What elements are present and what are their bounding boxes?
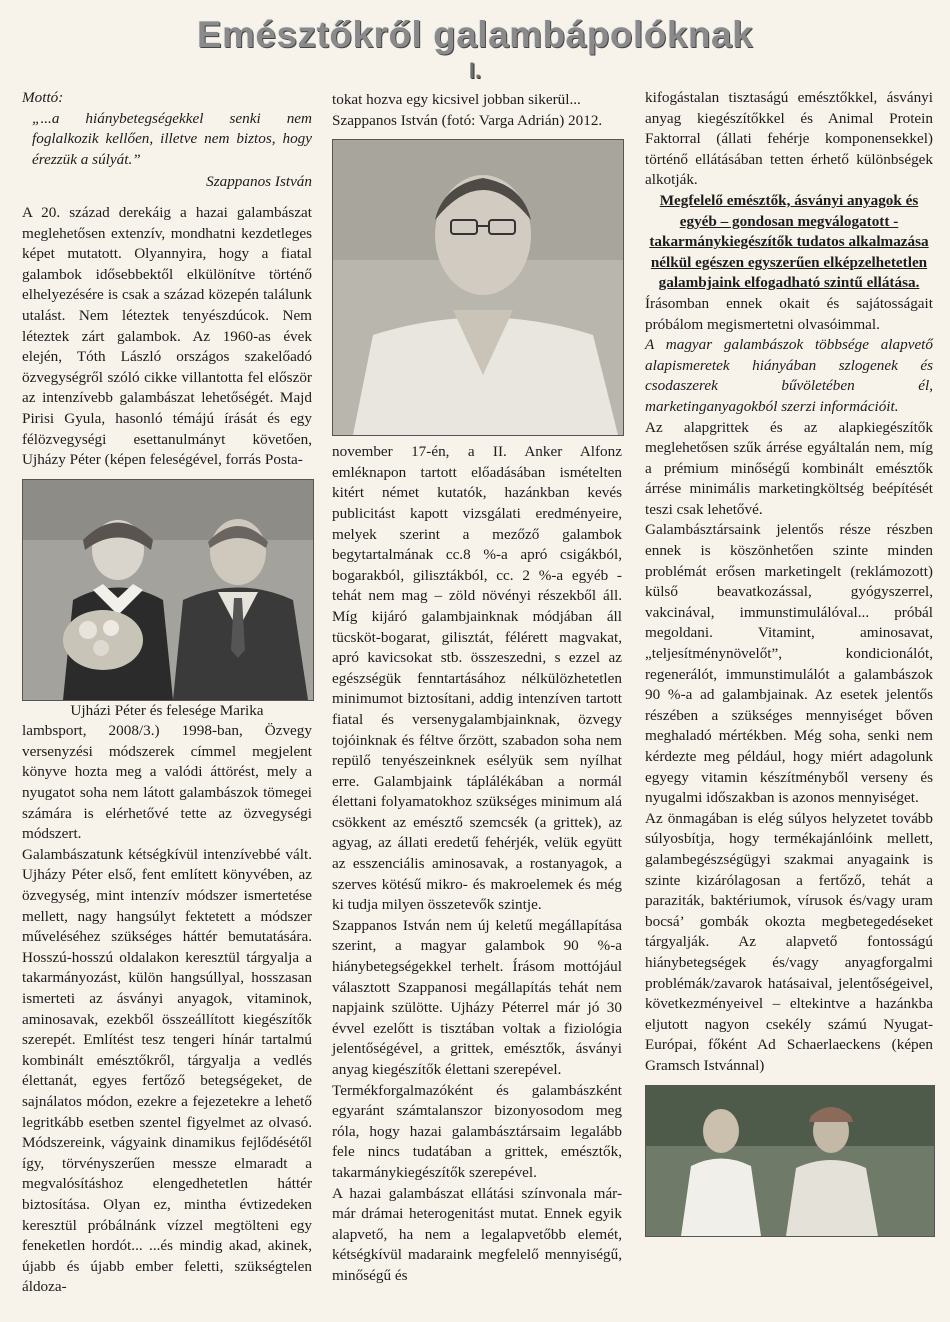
paragraph: tokat hozva egy kicsivel jobban sikerül... bbox=[332, 91, 581, 108]
spacer bbox=[22, 193, 312, 203]
paragraph: kifogástalan tisztaságú emésztőkkel, ásványi anyag kiegészítőkkel és Animal Protein Faktorral (állati fehérje komponensekkel) történő ellátásában tetten érhető különbségek alkotják. bbox=[645, 89, 933, 189]
photo-couple-image bbox=[23, 480, 313, 700]
paragraph: A hazai galambászat ellátási színvonala már-már drámai heterogenitást mutat. Ennek egyik alapvető, ha nem a legalapvetőbb elemét, kétségkívül madaraink megfelelő mennyiségű, minőségű és bbox=[332, 1184, 622, 1284]
paragraph: lambsport, 2008/3.) 1998-ban, Özvegy versenyzési módszerek címmel megjelent könyve hozta meg a valódi áttörést, mely a nyugatot soha nem látott galambászok tömegei számára is elérhetővé tette az özvegységi módszert. bbox=[22, 722, 312, 843]
article-part-number: I. bbox=[468, 58, 482, 83]
paragraph: A 20. század derekáig a hazai galambászat meglehetősen extenzív, mondhatni kezdetleges képet mutatott. Olyannyira, hogy a fiatal galambok idősebbektől elkülönítve történő elhelyezésére is csak a század közepén találunk utalást. Nem léteztek tenyészdúcok. Nem léteztek zárt galambok. Az 1960-as évek elején, Tóth László országos szakelőadó özvegységről szóló cikke villantotta fel először az intenzívebb galambászat lehetőségét. Majd Pirisi Gyula, hasonló témájú írását és egy félözvegységi esettanulmányt követően, Ujházy Péter (képen feleségével, forrás Posta- bbox=[22, 203, 312, 469]
paragraph: Az alapgrittek és az alapkiegészítők meglehetősen szűk árrése egyáltalán nem, míg a prémium minőségű kombinált emésztők árrése minimális marketingköltség beépítését teszi csak lehetővé. bbox=[645, 418, 933, 518]
paragraph-italic: A magyar galambászok többsége alapvető alapismeretek hiányában szlogenek és csodaszerek bűvöletében él, marketinganyagokból szerzi információit. bbox=[645, 336, 933, 415]
photo-schaerlaeckens bbox=[645, 1085, 935, 1237]
paragraph: Termékforgalmazóként és galambászként egyaránt számtalanszor bizonyosodom meg róla, hogy hazai galambásztársaim legalább fele nincs tudatában a grittek, emésztők, takarmánykiegészítők szerepével. bbox=[332, 1081, 622, 1181]
paragraph: Galambásztársaink jelentős része részben ennek is köszönhetően szinte minden problémát erősen marketingelt (reklámozott) külső beavatkozással, gyógyszerrel, vakcinával, immunstimulálóval... próbál megoldani. Vitamint, aminosavat, „teljesítménynövelőt”, kondicionálót, regenerálót, immunstimulálót a galambászok 90 %-a ad galambjainak. Az esetek jelentős részében a szükséges mennyiséget bőven meghaladó mértékben. Még soha, senki nem kérdezte meg például, hogy miért adagolunk egyegy vitamin készítményből verseny és nyugalmi időszakban is azonos mennyiséget. bbox=[645, 521, 933, 807]
motto-label: Mottó: bbox=[22, 89, 64, 106]
paragraph: november 17-én, a II. Anker Alfonz emléknapon tartott előadásában ismételten kitért német kutatók, hazánkban kevés publicitást kapott vizsgálati eredményeire, melyek szerint a mezőző galambok begytartalmának cc.8 %-a apró csigákból, bogarakból, gilisztákból, cc. 2 %-a egyéb - tehát nem mag – zöld növényi részekből áll. Míg kijáró galambjainknak módjában áll tücsköt-bogarat, gilisztát, félérett magvakat, apró kavicsokat stb. összeszedni, s ezzel az egészségük fenntartásához nélkülözhetetlen minimumot biztosítani, addig intenzíven tartott fiatal és versenygalambjainknak, özvegy tojóinknak és féltve őrzött, szabadon soha nem repülő tenyészeinknek esélyük sem nyílhat erre. Galambjaink táplálékában a normál élettani folyamatokhoz szükséges minimum alá csökkent az emésztő szemcsék (a grittek), az agyag, az állati eredetű fehérjék, velük együtt az esszenciális aminosavak, a rostanyagok, a szerves kötésű mikro- és makroelemek és még ki tudja milyen összetevők szintje. bbox=[332, 443, 622, 914]
photo-szappanos-image bbox=[333, 140, 623, 435]
highlight-statement: Megfelelő emésztők, ásványi anyagok és egyéb – gondosan megválogatott - takarmánykiegészítők tudatos alkalmazása nélkül egészen egyszerűen elképzelhetetlen galambjaink elfogadható szintű ellátása. bbox=[649, 191, 929, 292]
motto-text: „...a hiánybetegségekkel senki nem foglalkozik kellően, illetve nem biztos, hogy érezzük a súlyát.” bbox=[32, 109, 312, 168]
paragraph: Írásomban ennek okait és sajátosságait próbálom megismertetni olvasóimmal. bbox=[645, 294, 933, 333]
paragraph: Szappanos István nem új keletű megállapítása szerint, a magyar galambok 90 %-a hiánybetegségekkel terhelt. Írásom mottójául választott Szappanosi megállapítás tehát nem napjaink szülötte. Ujházy Péterrel már jó 30 évvel ezelőtt is tisztában voltak a fiziológia jelentőségével, a grittek, emésztők, ásványi anyag kiegészítők élettani szerepével. bbox=[332, 916, 622, 1078]
column-3 bbox=[645, 88, 933, 1318]
column-2 bbox=[332, 90, 622, 1320]
photo-schaerlaeckens-image bbox=[646, 1086, 934, 1236]
photo-couple bbox=[22, 479, 314, 701]
paragraph: Az önmagában is elég súlyos helyzetet tovább súlyosbítja, hogy termékajánlóink mellett, galambegészségügyi szakmai anyagaink is szinte kizárólagosan a fertőző, tehát a paraziták, baktériumok, vírusok és/vagy uram bocsá’ gombák okozta megbetegedéseket tárgyalják. Az alapvető fontosságú hiánybetegségek és/vagy anyagforgalmi problémák/zavarok hatásaival, jelentőségeivel, következményeivel – eltekintve a hazánkba eljutott nagyon csekély számú Nyugat-Európai, főként Ad Schaerlaeckens (képen Gramsch Istvánnal) bbox=[645, 809, 933, 1074]
photo-caption-couple: Ujházi Péter és felesége Marika bbox=[70, 701, 264, 719]
photo-caption-szappanos: Szappanos István (fotó: Varga Adrián) 2012. bbox=[332, 111, 603, 129]
column-1 bbox=[22, 88, 312, 1318]
article-title: Emésztőkről galambápolóknak bbox=[196, 14, 754, 55]
photo-szappanos bbox=[332, 139, 624, 436]
motto-author: Szappanos István bbox=[206, 173, 312, 191]
paragraph: Galambászatunk kétségkívül intenzívebbé vált. Ujházy Péter első, fent említett könyvében, az özvegység, mint intenzív módszer ismertetése mellett, nagy hangsúlyt fektetett a módszer műveléséhez szükséges háttér bemutatására. Hosszú-hosszú oldalakon keresztül tárgyalja a takarmányozást, külön hangsúllyal, hosszasan ismerteti az ásványi anyagok, vitaminok, aminosavak, ezekből összeállított kiegészítők szerepét. Említést tesz tengeri hínár tartalmú kombinált emésztőkről, tárgyalja a vedlés élettanát, egyes fertőző betegségeket, de sajnálatos módon, ezekre a fejezetekre a lehető legritkább esetben szentel figyelmet az olvasó. Módszereink, vágyaink dinamikus fejlődésétől így, törvényszerűen messze elmaradt a megvalósításhoz elengedhetetlen háttér biztosítása. Olyan ez, mintha évtizedeken keresztül próbálnánk vízzel megtölteni egy feneketlen hordót... ...és mindig akad, akinek, újabb és újabb ember feletti, szükségtelen áldoza- bbox=[22, 845, 312, 1296]
